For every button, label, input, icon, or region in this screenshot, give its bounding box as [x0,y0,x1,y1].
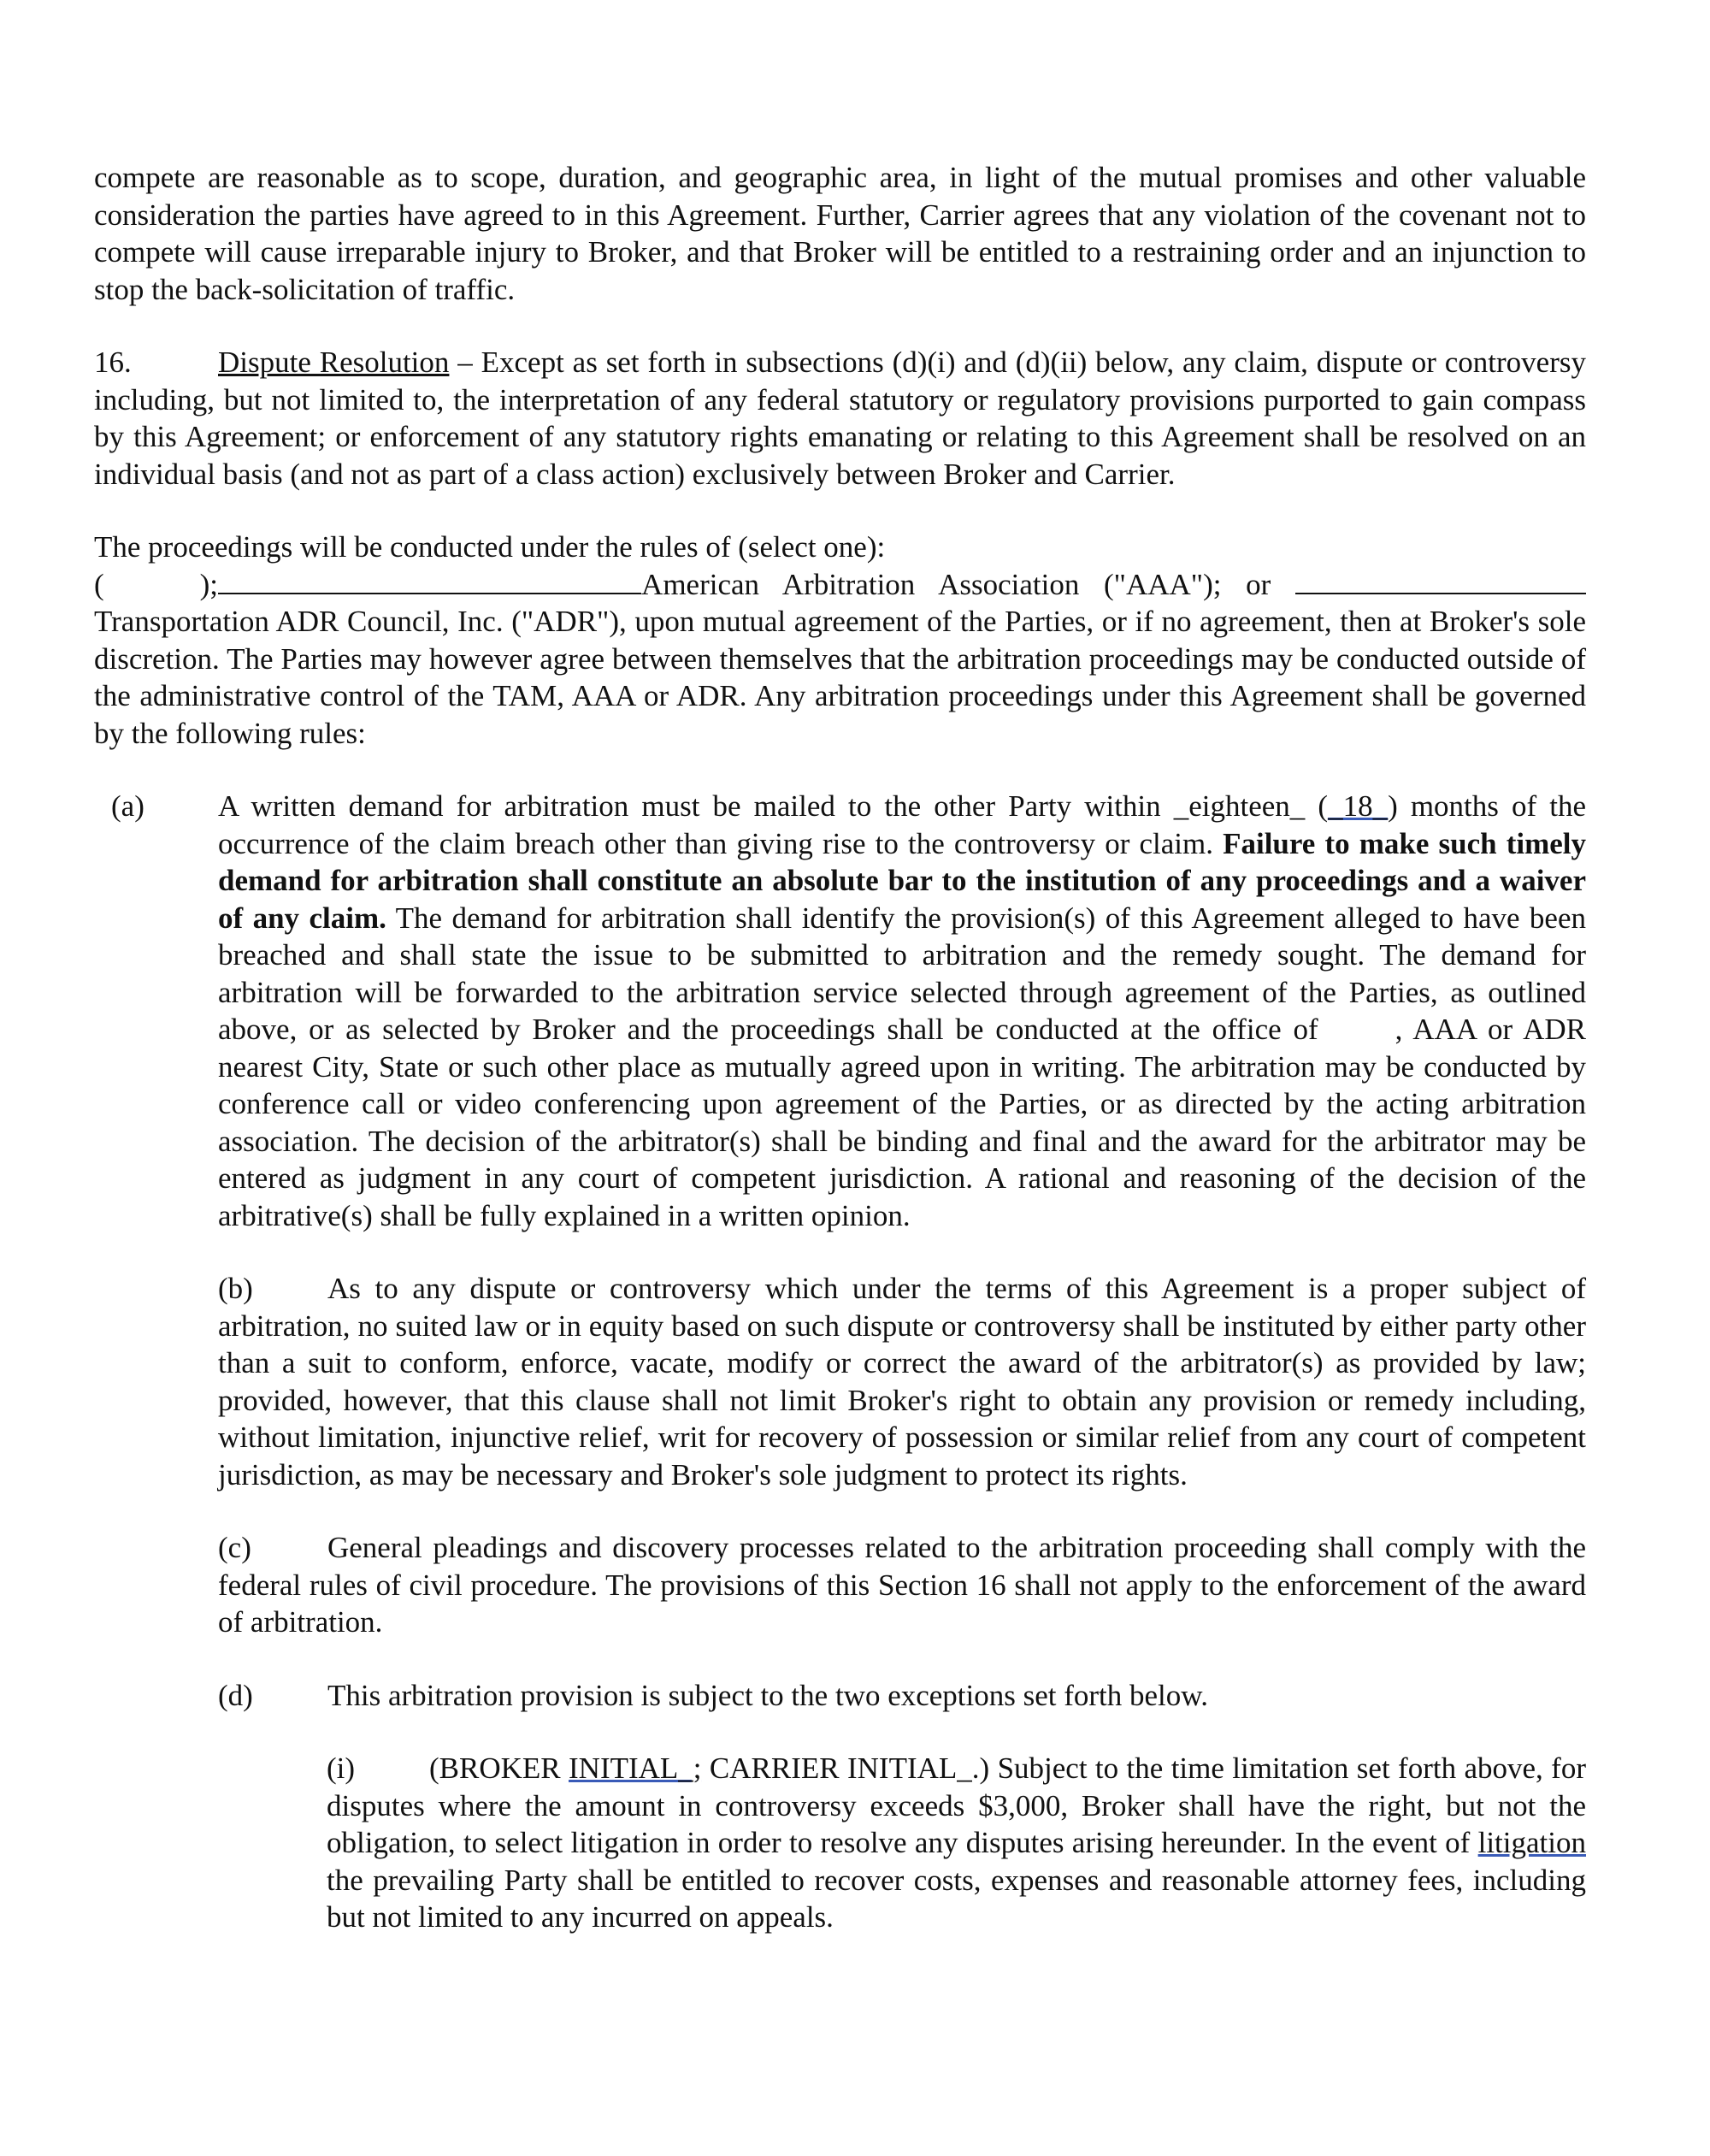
subsection-d-label: (d) [218,1678,253,1712]
subsection-b-text: As to any dispute or controversy which under the terms of this Agreement is a proper subject of arbitration, no suited law or in equity based on such dispute or controversy shall be instituted by either party other than a suit to conform, enforce, vacate, modify or correct the award of the arbitrator(s) as provided by law; provided, however, that this clause shall not limit Broker's right to obtain any provision or remedy including, without limitation, injunctive relief, writ for recovery of possession or similar relief from any court of competent jurisdiction, as may be necessary and Broker's sole judgment to protect its rights. [218,1272,1586,1491]
intro-paragraph [94,159,1586,308]
section-heading: Dispute Resolution [218,346,450,379]
subsection-a-text-4: , AAA or ADR nearest City, State or such other place as mutually agreed upon in writing. The arbitration may be conducted by conference call or video conferencing upon agreement of the Parties, or as directed by the acting arbitration association. The decision of the arbitrator(s) shall be binding and final and the award for the arbitrator may be entered as judgment in any court of competent jurisdiction. A rational and reasoning of the decision of the arbitrative(s) shall be fully explained in a written opinion. [218,1013,1586,1232]
paren-open: ( [94,567,104,601]
subsection-b [94,1270,1586,1493]
subsection-d [94,1677,1586,1715]
months-number: _18_ [1328,789,1389,823]
subsection-d-i-text-3: the prevailing Party shall be entitled to recover costs, expenses and reasonable attorney fees, including but not limited to any incurred on appeals. [327,1863,1586,1934]
option-blank-2[interactable] [1295,567,1586,594]
broker-initial: INITIAL_; [569,1751,702,1785]
subsection-c-label: (c) [218,1531,251,1564]
section-number: 16. [94,346,132,379]
subsection-a-text-2: ) months of the occurrence of the claim breach other than giving rise to the controversy or claim. [218,789,1587,860]
subsection-a-text-3: The demand for arbitration shall identify the provision(s) of this Agreement alleged to have been breached and shall state the issue to be submitted to arbitration and the remedy sought. The demand for arbitration will be forwarded to the arbitration service selected through agreement of the Parties, as outlined above, or as selected by Broker and the proceedings shall be conducted at the office of [218,901,1587,1046]
subsection-b-label: (b) [218,1272,253,1305]
subsection-d-i-label: (i) [327,1751,356,1785]
rules-paragraph [94,529,1586,752]
intro-text: compete are reasonable as to scope, duration, and geographic area, in light of the mutual promises and other valuable consideration the parties have agreed to in this Agreement. Further, Carrier agrees that any violation of the covenant not to compete will cause irreparable injury to Broker, and that Broker will be entitled to a restraining order and an injunction to stop the back-solicitation of traffic. [94,161,1586,306]
subsection-a-text-1: A written demand for arbitration must be mailed to the other Party within _eighteen_ ( [218,789,1329,823]
subsection-d-i [94,1750,1586,1936]
subsection-d-i-text-1: (BROKER [429,1751,569,1785]
aaa-option: American Arbitration Association ("AAA"); or [641,567,1271,601]
subsection-d-i-text-2: CARRIER INITIAL_.) Subject to the time limitation set forth above, for disputes where the amount in controversy exceeds $3,000, Broker shall have the right, but not the obligation, to select litigation in order to resolve any disputes arising hereunder. In the event of [327,1751,1586,1859]
subsection-a [94,788,1586,1234]
subsection-a-text [218,788,1586,1234]
litigation-link: litigation [1477,1826,1586,1859]
paren-close: ); [199,567,219,601]
document-page [94,159,1586,1936]
section-16-paragraph [94,344,1586,493]
subsection-d-text: This arbitration provision is subject to the two exceptions set forth below. [327,1678,1209,1712]
subsection-a-bold-text: Failure to make such timely demand for arbitration shall constitute an absolute bar to the institution of any proceedings and a waiver of any claim. [218,826,1586,935]
subsection-c [94,1529,1586,1641]
subsection-c-text: General pleadings and discovery processes related to the arbitration proceeding shall comply with the federal rules of civil procedure. The provisions of this Section 16 shall not apply to the enforcement of the award of arbitration. [218,1531,1586,1639]
option-blank-1[interactable] [218,567,641,594]
section-16-text: – Except as set forth in subsections (d)(i) and (d)(ii) below, any claim, dispute or controversy including, but not limited to, the interpretation of any federal statutory or regulatory provisions purported to gain compass by this Agreement; or enforcement of any statutory rights emanating or relating to this Agreement shall be resolved on an individual basis (and not as part of a class action) exclusively between Broker and Carrier. [94,346,1586,491]
rules-text: Transportation ADR Council, Inc. ("ADR"), upon mutual agreement of the Parties, or if no agreement, then at Broker's sole discretion. The Parties may however agree between themselves that the arbitration proceedings may be conducted outside of the administrative control of the TAM, AAA or ADR. Any arbitration proceedings under this Agreement shall be governed by the following rules: [94,605,1586,750]
subsection-a-label: (a) [111,789,144,823]
rules-intro: The proceedings will be conducted under the rules of (select one): [94,530,886,564]
